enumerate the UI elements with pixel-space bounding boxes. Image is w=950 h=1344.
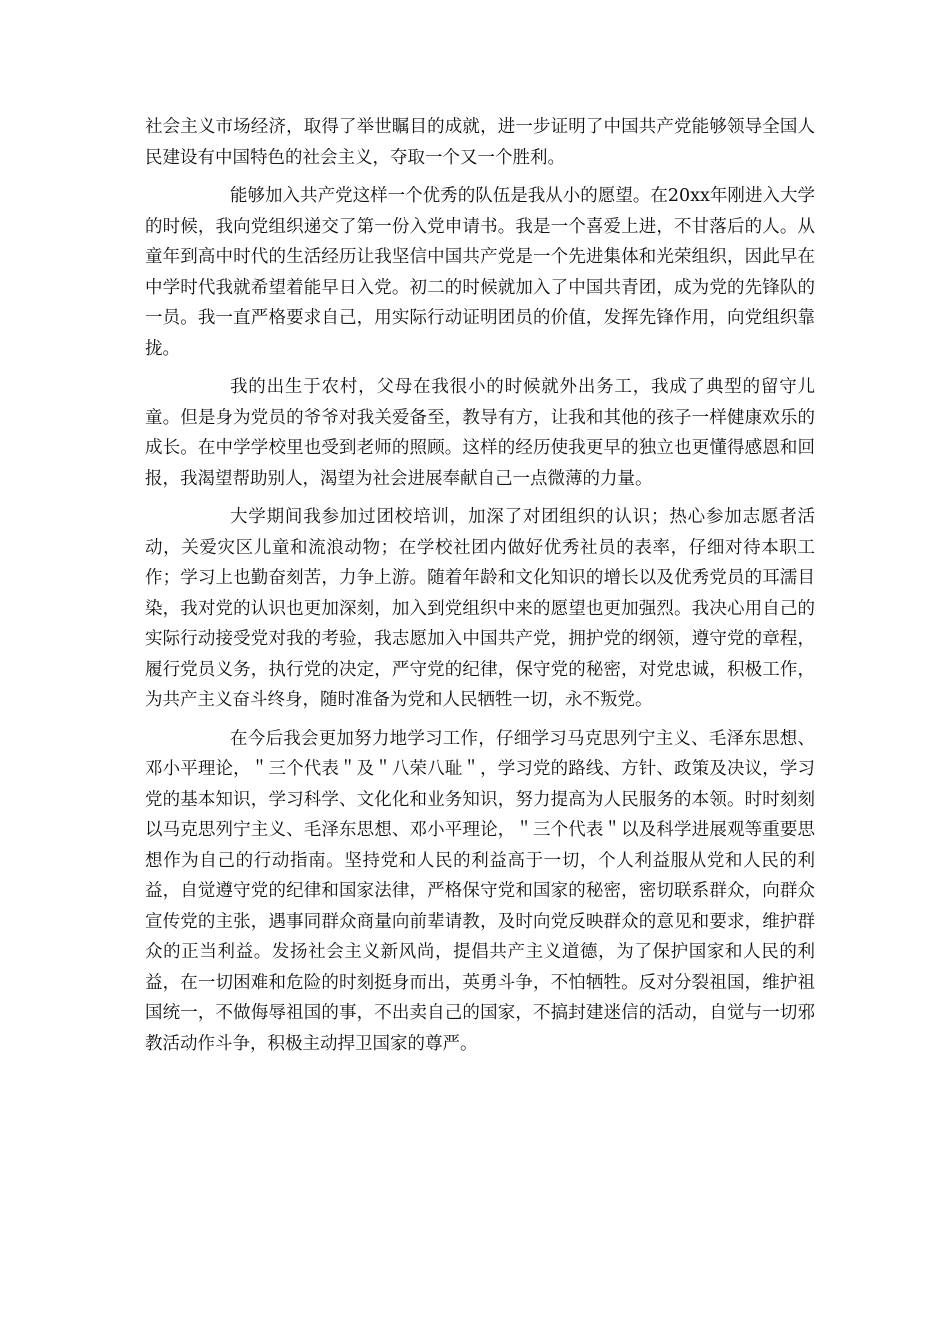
paragraph-1: 社会主义市场经济，取得了举世瞩目的成就，进一步证明了中国共产党能够领导全国人民建设有中国特色的社会主义，夺取一个又一个胜利。 xyxy=(145,117,815,168)
document-page xyxy=(145,112,815,1059)
paragraph-3: 我的出生于农村，父母在我很小的时候就外出务工，我成了典型的留守儿童。但是身为党员的爷爷对我关爱备至，教导有方，让我和其他的孩子一样健康欢乐的成长。在中学学校里也受到老师的照顾。这样的经历使我更早的独立也更懂得感恩和回报，我渴望帮助别人，渴望为社会进展奉献自己一点微薄的力量。 xyxy=(145,377,815,489)
paragraph-5: 在今后我会更加努力地学习工作，仔细学习马克思列宁主义、毛泽东思想、邓小平理论，＂三个代表＂及＂八荣八耻＂，学习党的路线、方针、政策及决议，学习党的基本知识，学习科学、文化化和业务知识，努力提高为人民服务的本领。时时刻刻以马克思列宁主义、毛泽东思想、邓小平理论，＂三个代表＂以及科学进展观等重要思想作为自己的行动指南。坚持党和人民的利益高于一切，个人利益服从党和人民的利益，自觉遵守党的纪律和国家法律，严格保守党和国家的秘密，密切联系群众，向群众宣传党的主张，遇事同群众商量向前辈请教，及时向党反映群众的意见和要求，维护群众的正当利益。发扬社会主义新风尚，提倡共产主义道德，为了保护国家和人民的利益，在一切困难和危险的时刻挺身而出，英勇斗争，不怕牺牲。反对分裂祖国，维护祖国统一，不做侮辱祖国的事，不出卖自己的国家，不搞封建迷信的活动，自觉与一切邪教活动作斗争，积极主动捍卫国家的尊严。 xyxy=(145,728,815,1054)
paragraph-2: 能够加入共产党这样一个优秀的队伍是我从小的愿望。在20xx年刚进入大学的时候，我向党组织递交了第一份入党申请书。我是一个喜爱上进，不甘落后的人。从童年到高中时代的生活经历让我坚信中国共产党是一个先进集体和光荣组织，因此早在中学时代我就希望着能早日入党。初二的时候就加入了中国共青团，成为党的先锋队的一员。我一直严格要求自己，用实际行动证明团员的价值，发挥先锋作用，向党组织靠拢。 xyxy=(145,186,815,359)
paragraph-4: 大学期间我参加过团校培训，加深了对团组织的认识；热心参加志愿者活动，关爱灾区儿童和流浪动物；在学校社团内做好优秀社员的表率，仔细对待本职工作；学习上也勤奋刻苦，力争上游。随着年龄和文化知识的增长以及优秀党员的耳濡目染，我对党的认识也更加深刻，加入到党组织中来的愿望也更加强烈。我决心用自己的实际行动接受党对我的考验，我志愿加入中国共产党，拥护党的纲领，遵守党的章程，履行党员义务，执行党的决定，严守党的纪律，保守党的秘密，对党忠诚，积极工作，为共产主义奋斗终身，随时准备为党和人民牺牲一切，永不叛党。 xyxy=(145,507,815,710)
